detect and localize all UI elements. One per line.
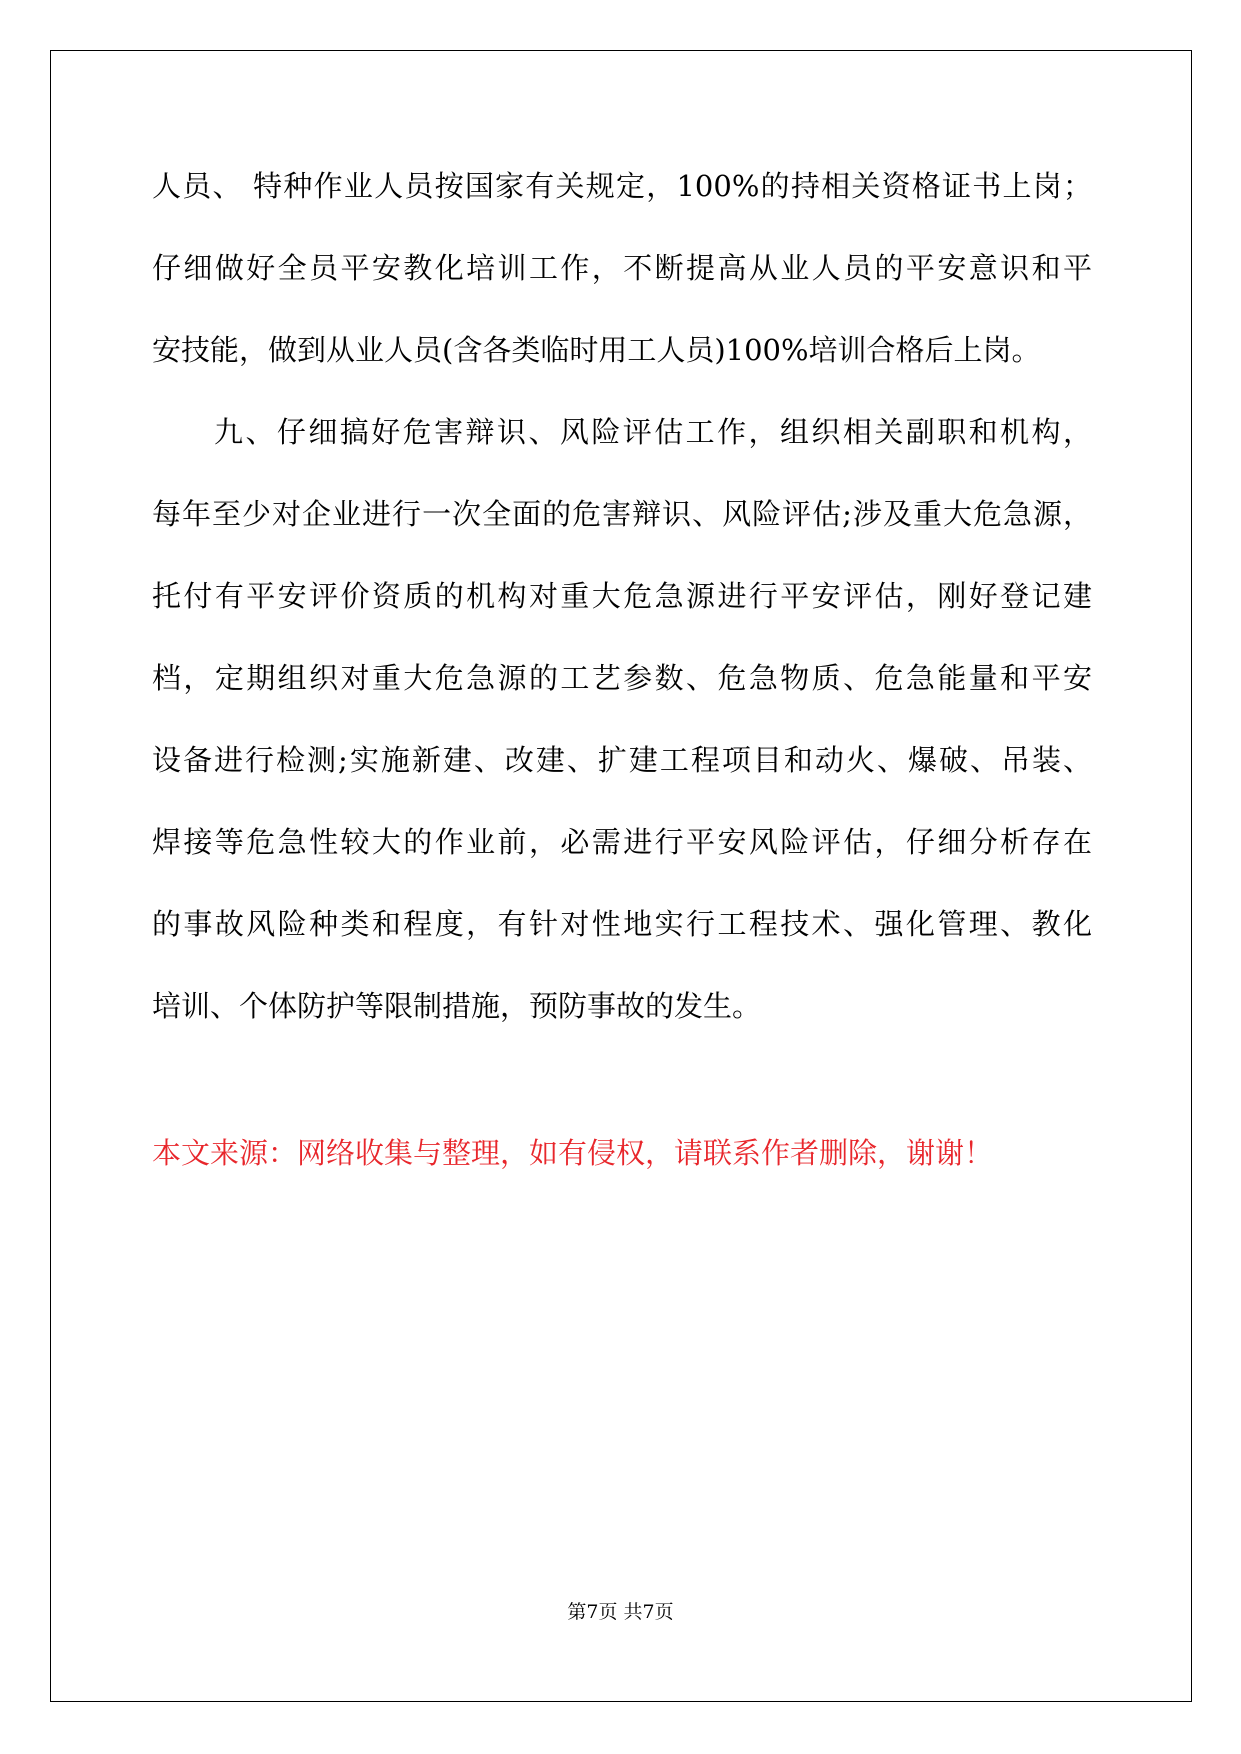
body-line-4: 九、仔细搞好危害辩识、风险评估工作，组织相关副职和机构， — [214, 415, 1092, 449]
body-line-11: 培训、个体防护等限制措施，预防事故的发生。 — [152, 989, 762, 1023]
body-line-6: 托付有平安评价资质的机构对重大危急源进行平安评估，刚好登记建 — [152, 579, 1092, 613]
body-line-10: 的事故风险种类和程度，有针对性地实行工程技术、强化管理、教化 — [152, 907, 1092, 941]
source-disclaimer: 本文来源：网络收集与整理，如有侵权，请联系作者删除，谢谢！ — [152, 1136, 994, 1170]
body-line-7: 档，定期组织对重大危急源的工艺参数、危急物质、危急能量和平安 — [152, 661, 1092, 695]
page-footer: 第7页 共7页 — [567, 1601, 674, 1623]
body-line-3: 安技能，做到从业人员(含各类临时用工人员)100%培训合格后上岗。 — [152, 333, 1041, 367]
body-line-1: 人员、 特种作业人员按国家有关规定，100%的持相关资格证书上岗； — [152, 169, 1092, 203]
body-line-8: 设备进行检测;实施新建、改建、扩建工程项目和动火、爆破、吊装、 — [152, 743, 1092, 777]
body-line-5: 每年至少对企业进行一次全面的危害辩识、风险评估;涉及重大危急源， — [152, 497, 1092, 531]
document-body — [152, 156, 1092, 1058]
body-line-9: 焊接等危急性较大的作业前，必需进行平安风险评估，仔细分析存在 — [152, 825, 1092, 859]
body-line-2: 仔细做好全员平安教化培训工作，不断提高从业人员的平安意识和平 — [152, 251, 1092, 285]
